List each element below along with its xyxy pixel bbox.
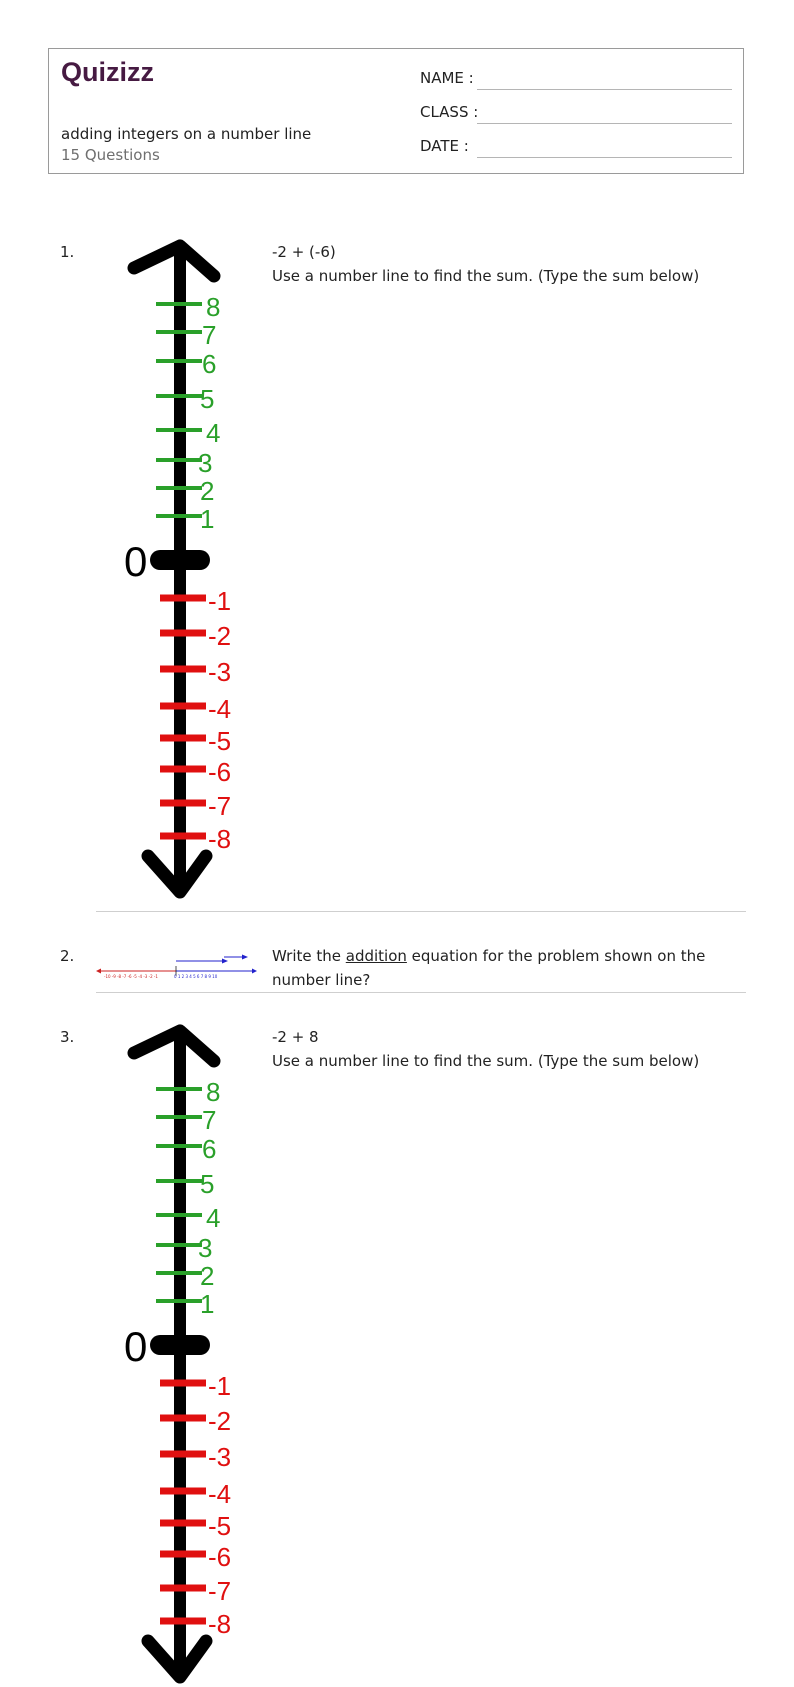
name-label: NAME : [420, 69, 474, 87]
class-label: CLASS : [420, 103, 479, 121]
question-3-number: 3. [60, 1028, 75, 1046]
negative-tick-label: -6 [208, 757, 232, 787]
question-count: 15 Questions [61, 146, 160, 164]
positive-tick-label: 7 [202, 320, 217, 350]
vertical-number-line-image [110, 238, 250, 902]
question-1-number: 1. [60, 243, 75, 261]
positive-tick-label: 7 [202, 1105, 217, 1135]
question-2-underlined-word: addition [345, 947, 407, 965]
question-2-number: 2. [60, 947, 75, 965]
question-1-expression: -2 + (-6) [272, 243, 336, 261]
question-2-text-end: equation for the problem shown on the number line? [272, 947, 706, 989]
quizizz-logo: Quizizz [61, 57, 154, 87]
negative-tick-label: -3 [208, 657, 232, 687]
question-3-expression: -2 + 8 [272, 1028, 319, 1046]
negative-tick-label: -4 [208, 694, 232, 724]
positive-tick-label: 8 [206, 1077, 221, 1107]
negative-tick-label: -6 [208, 1542, 232, 1572]
question-separator [96, 911, 746, 912]
positive-tick-label: 3 [198, 1233, 213, 1263]
positive-tick-label: 5 [200, 384, 215, 414]
svg-text:0 1 2 3 4 5 6 7 8 9: 0 1 2 3 4 5 6 7 8 9 10 [174, 974, 218, 979]
negative-tick-label: -2 [208, 1406, 232, 1436]
worksheet-title: adding integers on a number line [61, 125, 312, 143]
positive-tick-label: 4 [206, 1203, 221, 1233]
zero-label: 0 [124, 538, 148, 585]
question-2-text-start: Write the [272, 947, 346, 965]
positive-tick-label: 1 [200, 504, 215, 534]
positive-tick-label: 1 [200, 1289, 215, 1319]
positive-tick-label: 5 [200, 1169, 215, 1199]
worksheet-header [48, 48, 744, 174]
question-1-instruction: Use a number line to find the sum. (Type the sum below) [272, 267, 700, 285]
class-field[interactable] [477, 123, 732, 124]
negative-tick-label: -8 [208, 1609, 232, 1639]
positive-tick-label: 8 [206, 292, 221, 322]
negative-tick-label: -7 [208, 791, 232, 821]
positive-tick-label: 2 [200, 1261, 215, 1291]
horizontal-number-line-image [96, 952, 258, 980]
name-field[interactable] [477, 89, 732, 90]
svg-text:-10 -9 -8 -7 -6 -5 -4 -3 -2 -1: -10 -9 -8 -7 -6 -5 -4 -3 -2 -1 [104, 974, 158, 979]
negative-tick-label: -1 [208, 1371, 232, 1401]
positive-tick-label: 6 [202, 349, 217, 379]
question-separator [96, 992, 746, 993]
negative-tick-label: -5 [208, 1511, 232, 1541]
negative-tick-label: -3 [208, 1442, 232, 1472]
zero-label: 0 [124, 1323, 148, 1370]
negative-tick-label: -4 [208, 1479, 232, 1509]
positive-tick-label: 6 [202, 1134, 217, 1164]
question-1-text [272, 240, 722, 288]
negative-tick-label: -5 [208, 726, 232, 756]
negative-tick-label: -1 [208, 586, 232, 616]
positive-tick-label: 2 [200, 476, 215, 506]
negative-tick-label: -7 [208, 1576, 232, 1606]
date-label: DATE : [420, 137, 469, 155]
positive-tick-label: 4 [206, 418, 221, 448]
negative-tick-label: -2 [208, 621, 232, 651]
negative-tick-label: -8 [208, 824, 232, 854]
date-field[interactable] [477, 157, 732, 158]
question-3-instruction: Use a number line to find the sum. (Type the sum below) [272, 1052, 700, 1070]
question-2-text [272, 944, 712, 992]
question-3-text [272, 1025, 722, 1073]
positive-tick-label: 3 [198, 448, 213, 478]
